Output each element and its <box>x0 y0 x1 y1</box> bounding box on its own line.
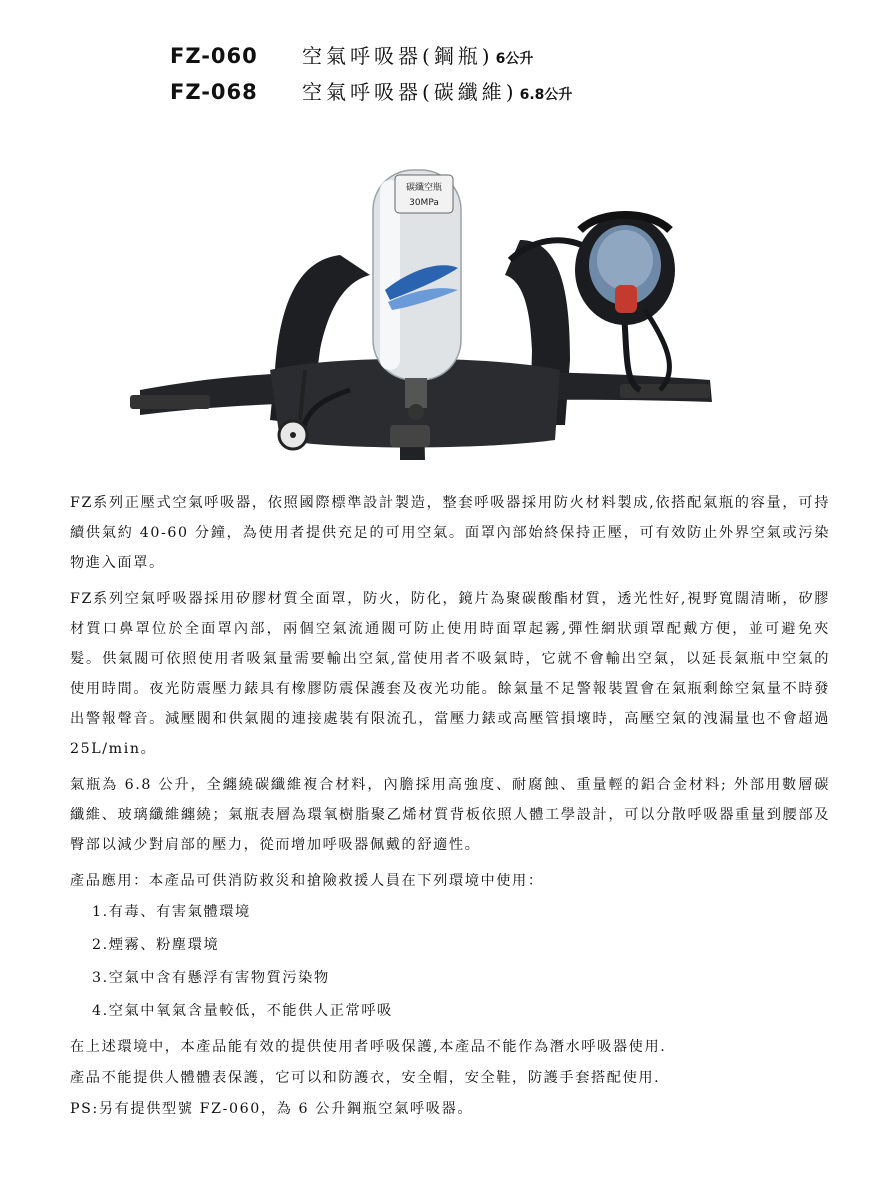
paragraph-cylinder: 氣瓶為 6.8 公升，全纏繞碳纖維複合材料，內膽採用高強度、耐腐蝕、重量輕的鋁合金材料; 外部用數層碳纖維、玻璃纖維纏繞；氣瓶表層為環氧樹脂聚乙烯材質背板依照人體工學設計，可以分散呼吸器重量到腰部及臀部以減少對肩部的壓力，從而增加呼吸器佩戴的舒適性。 <box>70 777 830 853</box>
list-item: 4.空氣中氧氣含量較低，不能供人正常呼吸 <box>92 1003 393 1019</box>
title-line-fz060 <box>170 40 572 76</box>
protection-note: 產品不能提供人體體表保護，它可以和防護衣，安全帽，安全鞋，防護手套搭配使用. <box>70 1070 661 1086</box>
paragraph-mask-features: FZ系列空氣呼吸器採用矽膠材質全面罩，防火，防化，鏡片為聚碳酸酯材質，透光性好,視野寬闊清晰，矽膠材質口鼻罩位於全面罩內部，兩個空氣流通閥可防止使用時面罩起霧,彈性網狀頭罩配戴方便，並可避免夾髮。供氣閥可依照使用者吸氣量需要輸出空氣,當使用者不吸氣時，它就不會輸出空氣，以延長氣瓶中空氣的使用時間。夜光防震壓力錶具有橡膠防震保護套及夜光功能。餘氣量不足警報裝置會在氣瓶剩餘空氣量不時發出警報聲音。減壓閥和供氣閥的連接處裝有限流孔，當壓力錶或高壓管損壞時，高壓空氣的洩漏量也不會超過 25L/min。 <box>70 591 830 757</box>
model-code: FZ-068 <box>170 80 258 104</box>
list-item: 2.煙霧、粉塵環境 <box>92 937 220 953</box>
usage-note: 在上述環境中，本產品能有效的提供使用者呼吸保護,本產品不能作為潛水呼吸器使用. <box>70 1039 667 1055</box>
paragraph-overview: FZ系列正壓式空氣呼吸器，依照國際標準設計製造，整套呼吸器採用防火材料製成,依搭配氣瓶的容量，可持續供氣約 40-60 分鐘，為使用者提供充足的可用空氣。面罩內部始終保持正壓，可有效防止外界空氣或污染物進入面罩。 <box>70 495 830 571</box>
title-line-fz068 <box>170 76 572 112</box>
list-item: 3.空氣中含有懸浮有害物質污染物 <box>92 970 330 986</box>
applications-list <box>70 896 830 1028</box>
capacity: 6公升 <box>495 51 534 67</box>
product-titles <box>170 40 572 112</box>
description-body <box>70 488 830 1125</box>
product-photo <box>100 140 780 470</box>
ps-note: PS:另有提供型號 FZ-060，為 6 公升鋼瓶空氣呼吸器。 <box>70 1101 474 1117</box>
applications-title: 產品應用：本產品可供消防救災和搶險救援人員在下列環境中使用： <box>70 873 544 889</box>
product-name: 空氣呼吸器(鋼瓶) <box>302 44 494 68</box>
product-name: 空氣呼吸器(碳纖維) <box>302 80 518 104</box>
cylinder-label: 碳纖空瓶 <box>405 183 443 193</box>
capacity: 6.8公升 <box>519 87 573 103</box>
cylinder-pressure: 30MPa <box>409 198 439 208</box>
list-item: 1.有毒、有害氣體環境 <box>92 904 251 920</box>
model-code: FZ-060 <box>170 44 258 68</box>
